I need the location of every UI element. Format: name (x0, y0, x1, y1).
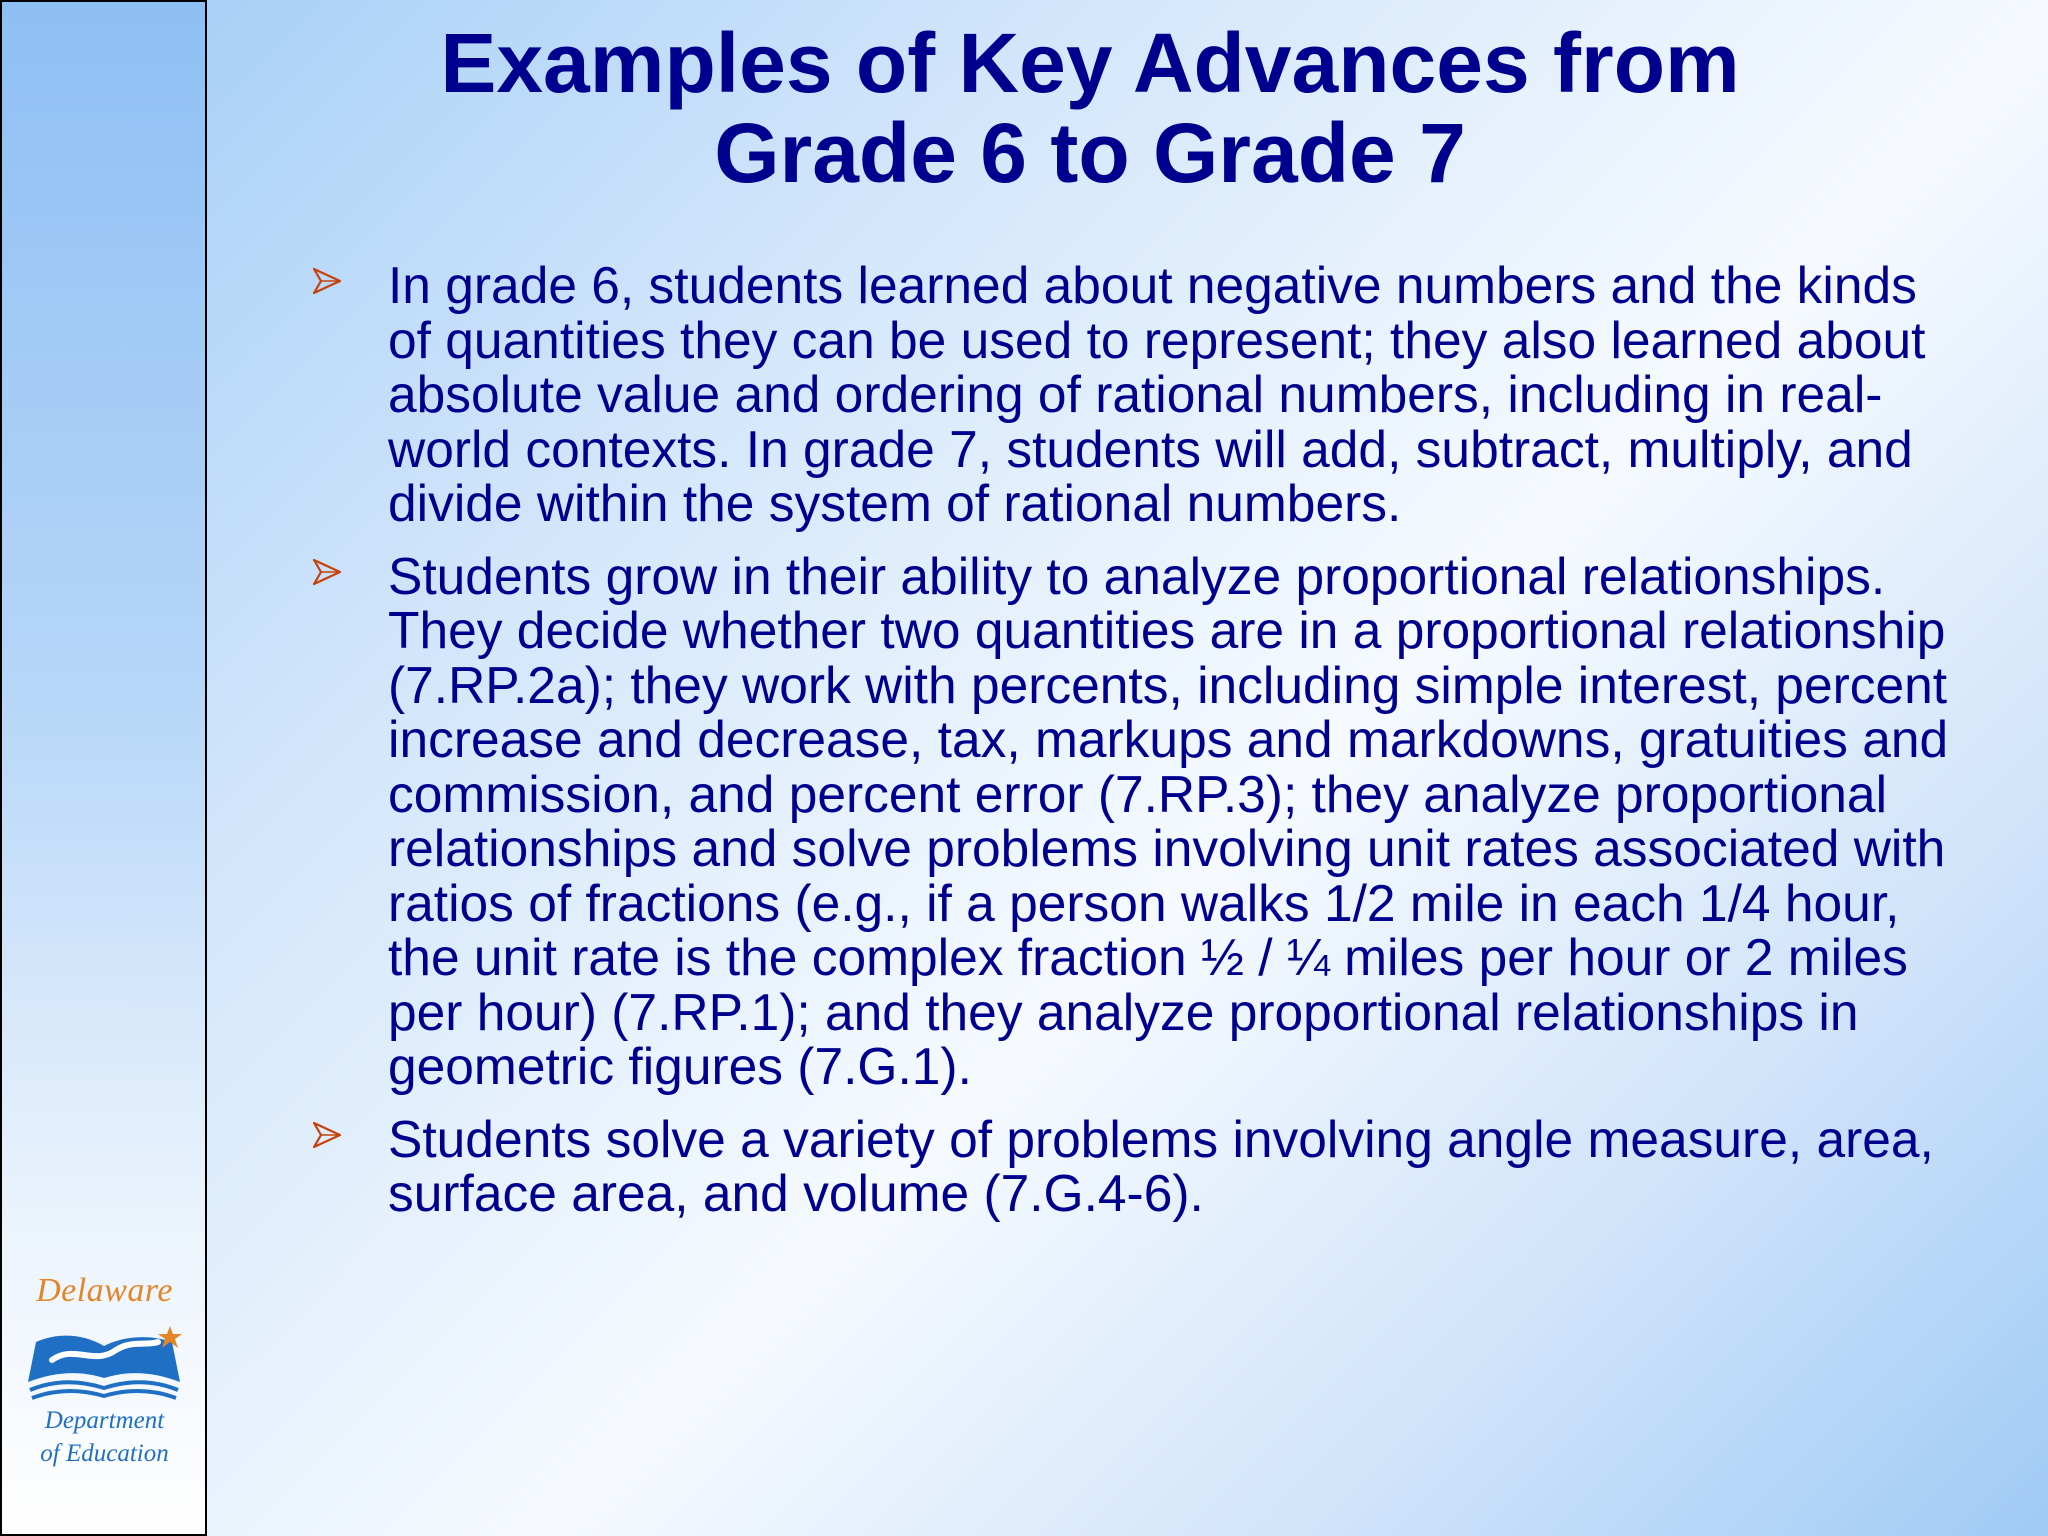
logo-top-text: Delaware (36, 1272, 173, 1309)
title-line-1: Examples of Key Advances from (440, 16, 1740, 110)
logo-education-text: of Education (40, 1440, 169, 1467)
delaware-logo-icon (24, 1320, 184, 1410)
arrow-bullet-icon (312, 557, 342, 587)
arrow-bullet-icon (312, 1120, 342, 1150)
bullet-text: In grade 6, students learned about negative numbers and the kinds of quantities they can be used to represent; they also learned about absolute value and ordering of rational numbers, including in real-world contexts. In grade 7, students will add, subtract, multiply, and divide within the system of rational numbers. (388, 256, 1926, 532)
bullet-item (300, 546, 1970, 1095)
delaware-doe-logo (22, 1272, 187, 1472)
slide-title (290, 18, 1890, 198)
bullet-item (300, 258, 1970, 531)
bullet-item (300, 1109, 1970, 1222)
arrow-bullet-icon (312, 266, 342, 296)
bullet-list (300, 258, 1970, 1239)
logo-bottom-text (22, 1404, 187, 1470)
logo-department-text: Department (44, 1407, 165, 1434)
title-line-2: Grade 6 to Grade 7 (714, 106, 1466, 200)
bullet-text: Students solve a variety of problems involving angle measure, area, surface area, and volume (7.G.4-6). (388, 1109, 1934, 1222)
bullet-text: Students grow in their ability to analyze proportional relationships. They decide whether two quantities are in a proportional relationship (7.RP.2a); they work with percents, including simple interest, percent increase and decrease, tax, markups and markdowns, gratuities and commission, and percent error (7.RP.3); they analyze proportional relationships and solve problems involving unit rates associated with ratios of fractions (e.g., if a person walks 1/2 mile in each 1/4 hour, the unit rate is the complex fraction ½ / ¼ miles per hour or 2 miles per hour) (7.RP.1); and they analyze proportional relationships in geometric figures (7.G.1). (388, 546, 1949, 1095)
left-sidebar-panel (0, 0, 207, 1536)
